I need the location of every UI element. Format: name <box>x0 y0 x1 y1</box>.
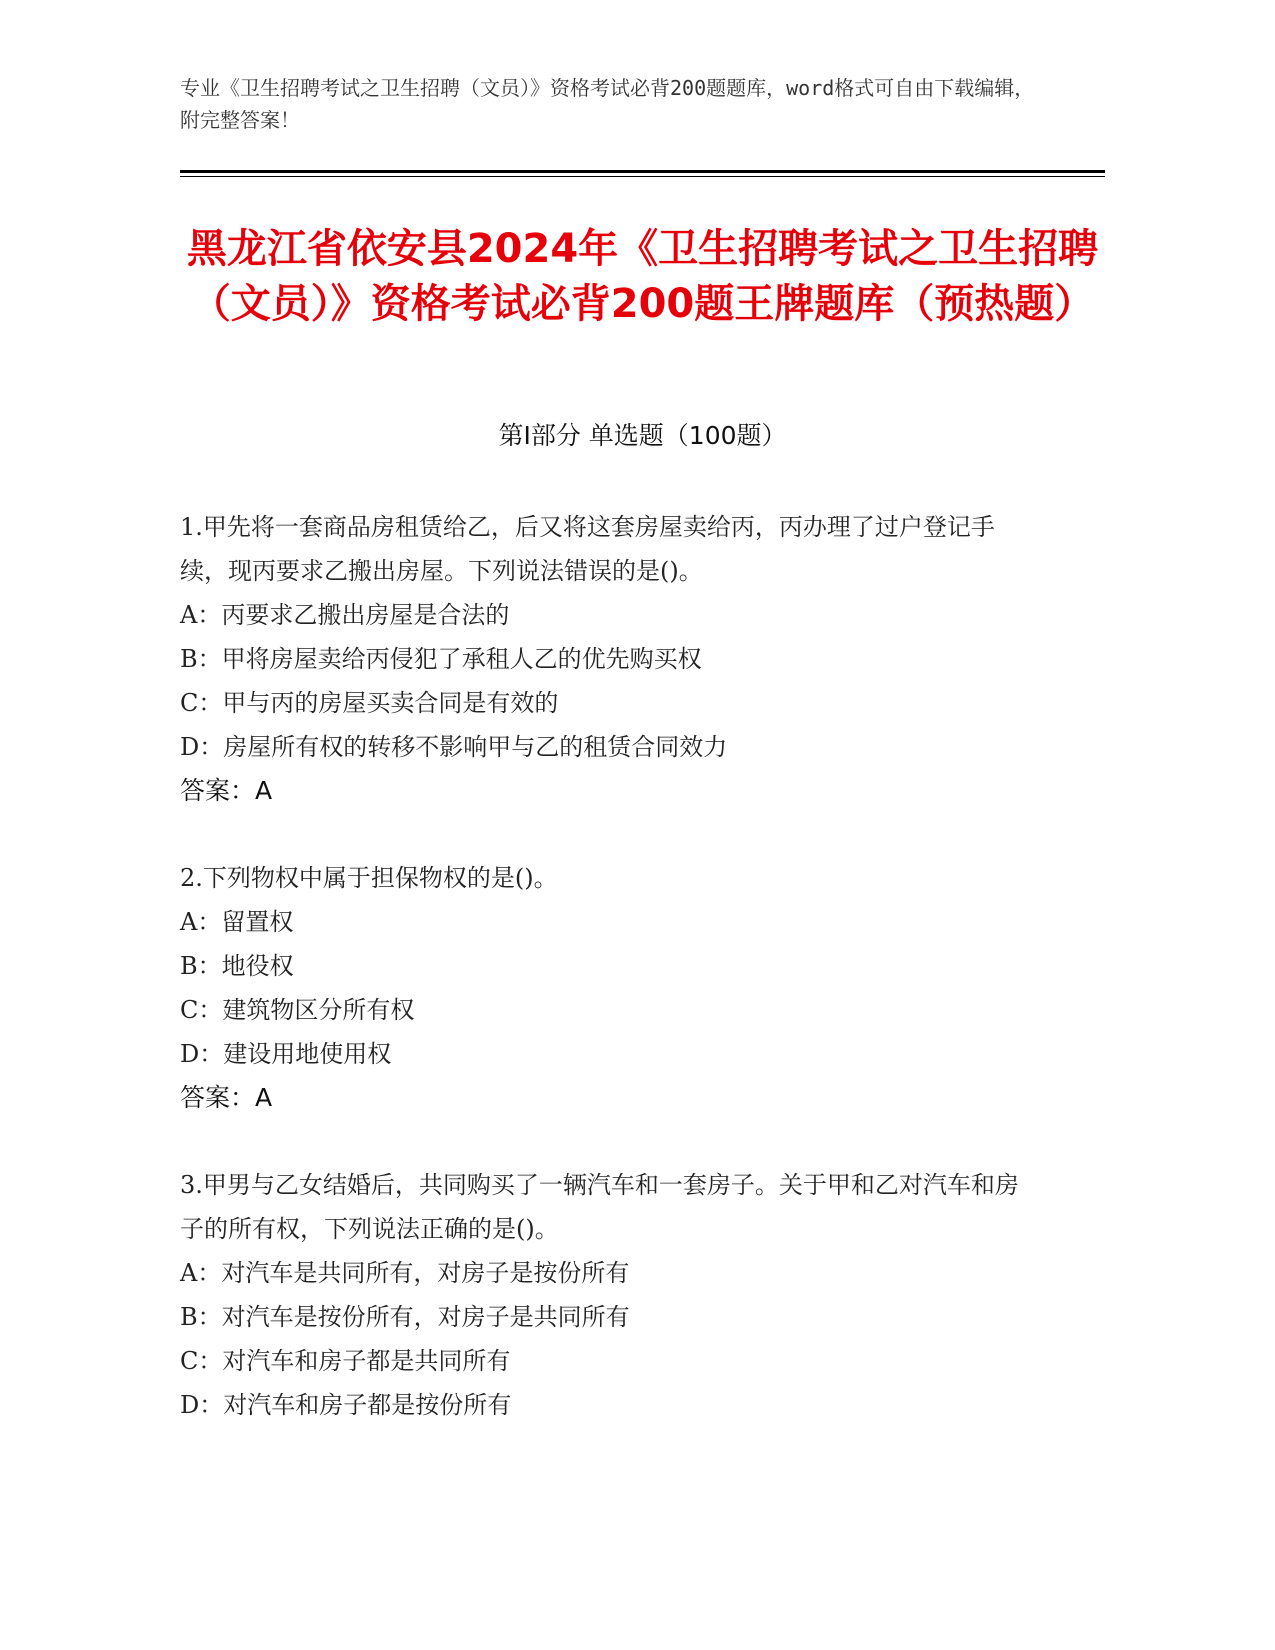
question-item <box>180 856 1040 1120</box>
document-title: 黑龙江省依安县2024年《卫生招聘考试之卫生招聘（文员）》资格考试必背200题王牌题库（预热题） <box>186 226 1099 327</box>
option-d: D：房屋所有权的转移不影响甲与乙的租赁合同效力 <box>180 733 728 761</box>
question-item <box>180 1163 1040 1427</box>
option-c: C：建筑物区分所有权 <box>180 996 415 1024</box>
option-c: C：对汽车和房子都是共同所有 <box>180 1347 511 1375</box>
question-item <box>180 505 1040 813</box>
question-list <box>180 505 1040 1470</box>
header-divider-thin <box>180 176 1105 177</box>
answer-line: 答案：A <box>180 1083 273 1112</box>
option-a: A：丙要求乙搬出房屋是合法的 <box>180 601 510 629</box>
question-stem: 1.甲先将一套商品房租赁给乙，后又将这套房屋卖给丙，丙办理了过户登记手续，现丙要求乙搬出房屋。下列说法错误的是()。 <box>180 513 995 585</box>
header-divider-thick <box>180 170 1105 173</box>
option-c: C：甲与丙的房屋买卖合同是有效的 <box>180 689 559 717</box>
option-a: A：对汽车是共同所有，对房子是按份所有 <box>180 1259 630 1287</box>
question-stem: 3.甲男与乙女结婚后，共同购买了一辆汽车和一套房子。关于甲和乙对汽车和房子的所有权，下列说法正确的是()。 <box>180 1171 1019 1243</box>
option-b: B：甲将房屋卖给丙侵犯了承租人乙的优先购买权 <box>180 645 702 673</box>
option-b: B：对汽车是按份所有，对房子是共同所有 <box>180 1303 630 1331</box>
option-d: D：对汽车和房子都是按份所有 <box>180 1391 512 1419</box>
option-d: D：建设用地使用权 <box>180 1040 392 1068</box>
option-a: A：留置权 <box>180 908 294 936</box>
document-header-note: 专业《卫生招聘考试之卫生招聘（文员）》资格考试必背200题题库，word格式可自由下载编辑，附完整答案！ <box>180 76 1035 132</box>
section-heading: 第I部分 单选题（100题） <box>498 421 787 450</box>
answer-line: 答案：A <box>180 776 273 805</box>
option-b: B：地役权 <box>180 952 294 980</box>
question-stem: 2.下列物权中属于担保物权的是()。 <box>180 864 558 892</box>
